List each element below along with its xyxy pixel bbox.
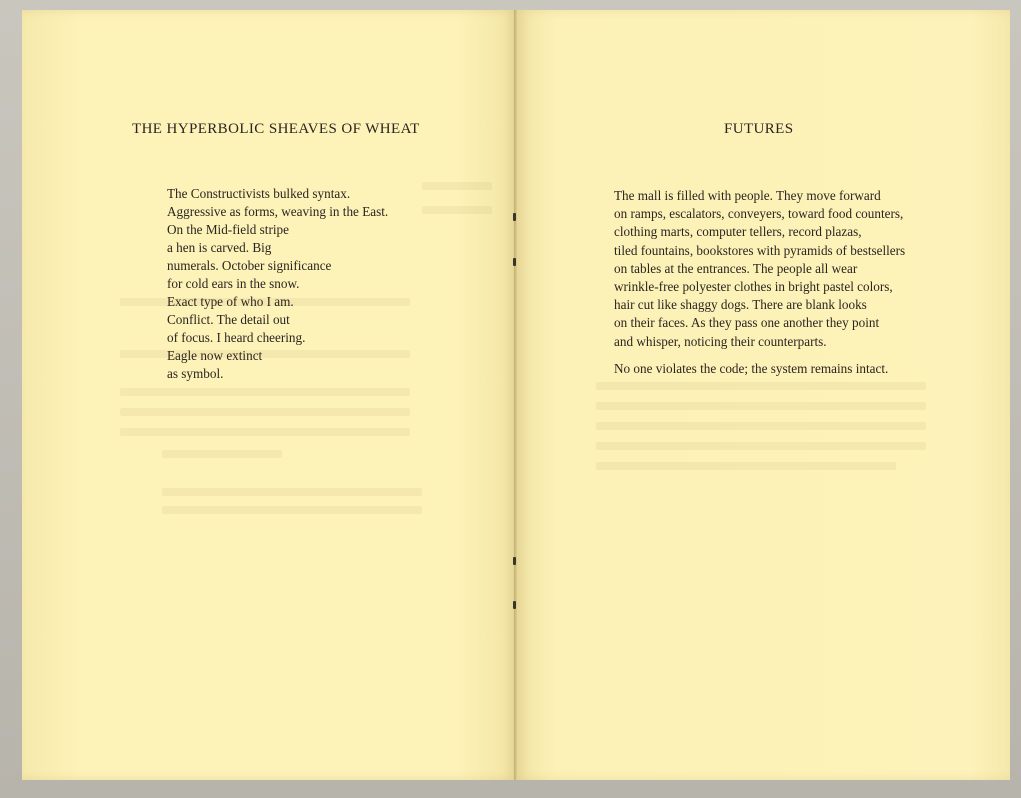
binding-stitch (513, 213, 516, 221)
show-through (120, 408, 410, 416)
prose-line: on ramps, escalators, conveyers, toward food counters, (614, 206, 904, 222)
prose-line: on their faces. As they pass one another they point (614, 315, 880, 331)
poem-line: On the Mid-field stripe (167, 222, 289, 237)
show-through (120, 388, 410, 396)
show-through (596, 442, 926, 450)
poem-line: numerals. October significance (167, 258, 332, 273)
show-through (162, 450, 282, 458)
book-gutter (514, 10, 517, 780)
poem-line: Eagle now extinct (167, 348, 263, 363)
poem-line: for cold ears in the snow. (167, 276, 300, 291)
show-through (596, 422, 926, 430)
binding-stitch (513, 557, 516, 565)
poem-left (167, 185, 388, 383)
show-through (596, 382, 926, 390)
prose-line: The mall is filled with people. They move forward (614, 188, 881, 203)
prose-line: hair cut like shaggy dogs. There are blank looks (614, 297, 867, 313)
prose-line: on tables at the entrances. The people all wear (614, 260, 858, 276)
prose-right (614, 187, 934, 378)
poem-line: Exact type of who I am. (167, 294, 294, 309)
show-through (422, 182, 492, 190)
poem-line: The Constructivists bulked syntax. (167, 186, 351, 201)
right-page (516, 10, 1010, 780)
poem-line: a hen is carved. Big (167, 240, 272, 255)
poem-line: Conflict. The detail out (167, 312, 290, 327)
prose-line: clothing marts, computer tellers, record plazas, (614, 224, 862, 240)
show-through (120, 428, 410, 436)
poem-line: Aggressive as forms, weaving in the East. (167, 204, 389, 219)
poem-line: as symbol. (167, 366, 224, 381)
show-through (162, 488, 422, 496)
binding-stitch (513, 601, 516, 609)
prose-line: wrinkle-free polyester clothes in bright pastel colors, (614, 278, 893, 294)
closing-line: No one violates the code; the system remains intact. (614, 360, 889, 376)
left-page (22, 10, 516, 780)
prose-line: tiled fountains, bookstores with pyramids of bestsellers (614, 242, 906, 258)
show-through (422, 206, 492, 214)
show-through (162, 506, 422, 514)
binding-stitch (513, 258, 516, 266)
prose-line: and whisper, noticing their counterparts. (614, 333, 827, 349)
page-title-right: FUTURES (724, 121, 794, 137)
show-through (596, 402, 926, 410)
show-through (596, 462, 896, 470)
poem-line: of focus. I heard cheering. (167, 330, 306, 345)
page-title-left: THE HYPERBOLIC SHEAVES OF WHEAT (132, 121, 420, 137)
